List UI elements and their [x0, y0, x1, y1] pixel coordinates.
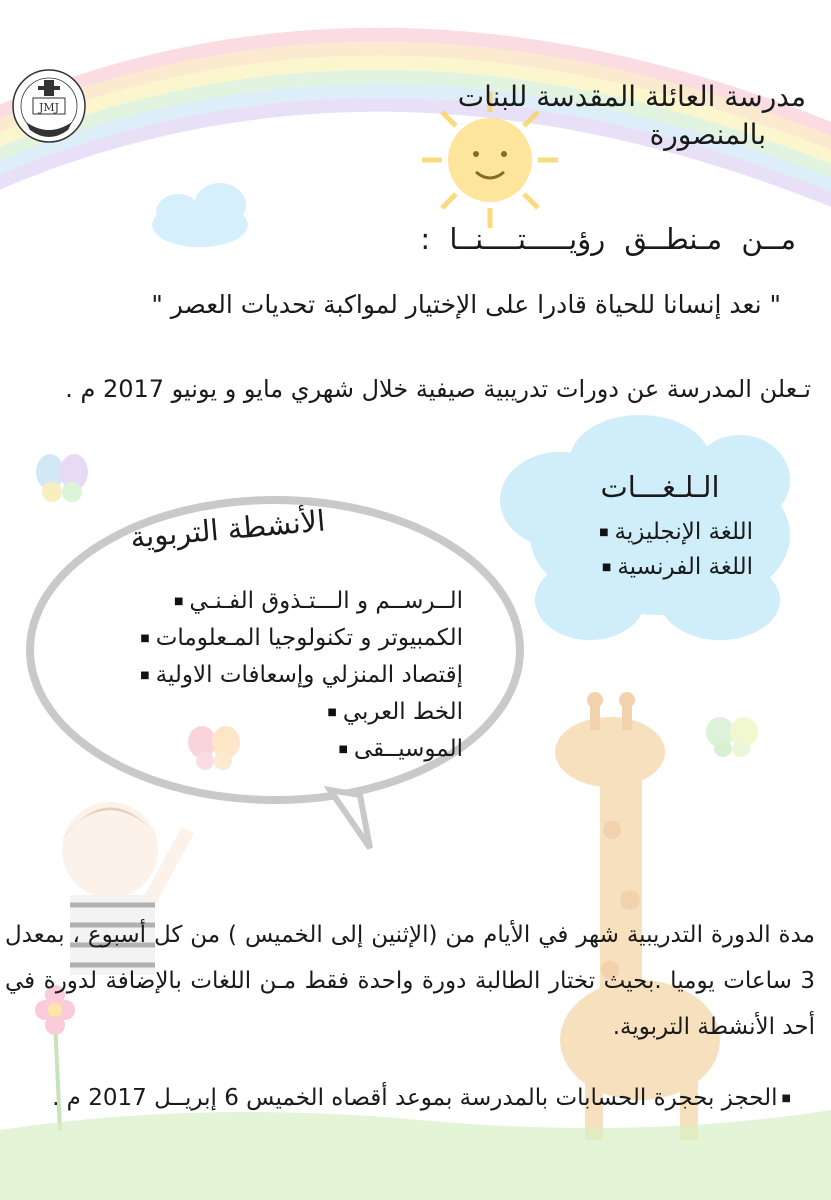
list-item: الموسيــقى ■	[140, 731, 463, 768]
languages-list	[599, 515, 753, 585]
vision-title: مــن مـنطــق رؤيـــــتــــنــا :	[420, 222, 796, 256]
booking-text: الحجز بحجرة الحسابات بالمدرسة بموعد أقصاه الخميس 6 إبريــل 2017 م .	[52, 1085, 778, 1111]
butterfly-right	[706, 717, 758, 757]
butterfly-left	[36, 454, 88, 502]
school-name-line1: مدرسة العائلة المقدسة للبنات	[457, 80, 806, 113]
vision-quote: " نعد إنسانا للحياة قادرا على الإختيار لمواكبة تحديات العصر "	[151, 290, 781, 319]
list-item: إقتصاد المنزلي وإسعافات الاولية ■	[140, 657, 463, 694]
activities-list	[140, 583, 463, 768]
languages-title: الـلـغـــات	[600, 470, 720, 504]
booking-info	[52, 1085, 791, 1111]
list-item: الــرســم و الـــتـذوق الفـنـي ■	[140, 583, 463, 620]
school-name	[458, 78, 806, 154]
school-logo	[8, 60, 90, 160]
list-item: الخط العربي ■	[140, 694, 463, 731]
small-cloud	[152, 183, 248, 247]
activities-title: الأنشطة التربوية	[128, 503, 327, 555]
school-name-line2: بالمنصورة	[649, 118, 766, 151]
list-item: اللغة الفرنسية ■	[599, 550, 753, 585]
list-item: الكمبيوتر و تكنولوجيا المـعلومات ■	[140, 620, 463, 657]
list-item: اللغة الإنجليزية ■	[599, 515, 753, 550]
grass	[0, 1110, 831, 1200]
course-duration-paragraph: مدة الدورة التدريبية شهر في الأيام من (الإثنين إلى الخميس ) من كل أسبوع ، بمعدل 3 ساعات يوميا .بحيث تختار الطالبة دورة واحدة فقط مـن اللغات بالإضافة لدورة في أحد الأنشطة التربوية.	[5, 922, 815, 1040]
bullet-icon: ■	[781, 1093, 791, 1104]
logo-text: JMJ	[38, 101, 60, 114]
announcement: تـعلن المدرسة عن دورات تدريبية صيفية خلال شهري مايو و يونيو 2017 م .	[65, 375, 811, 403]
